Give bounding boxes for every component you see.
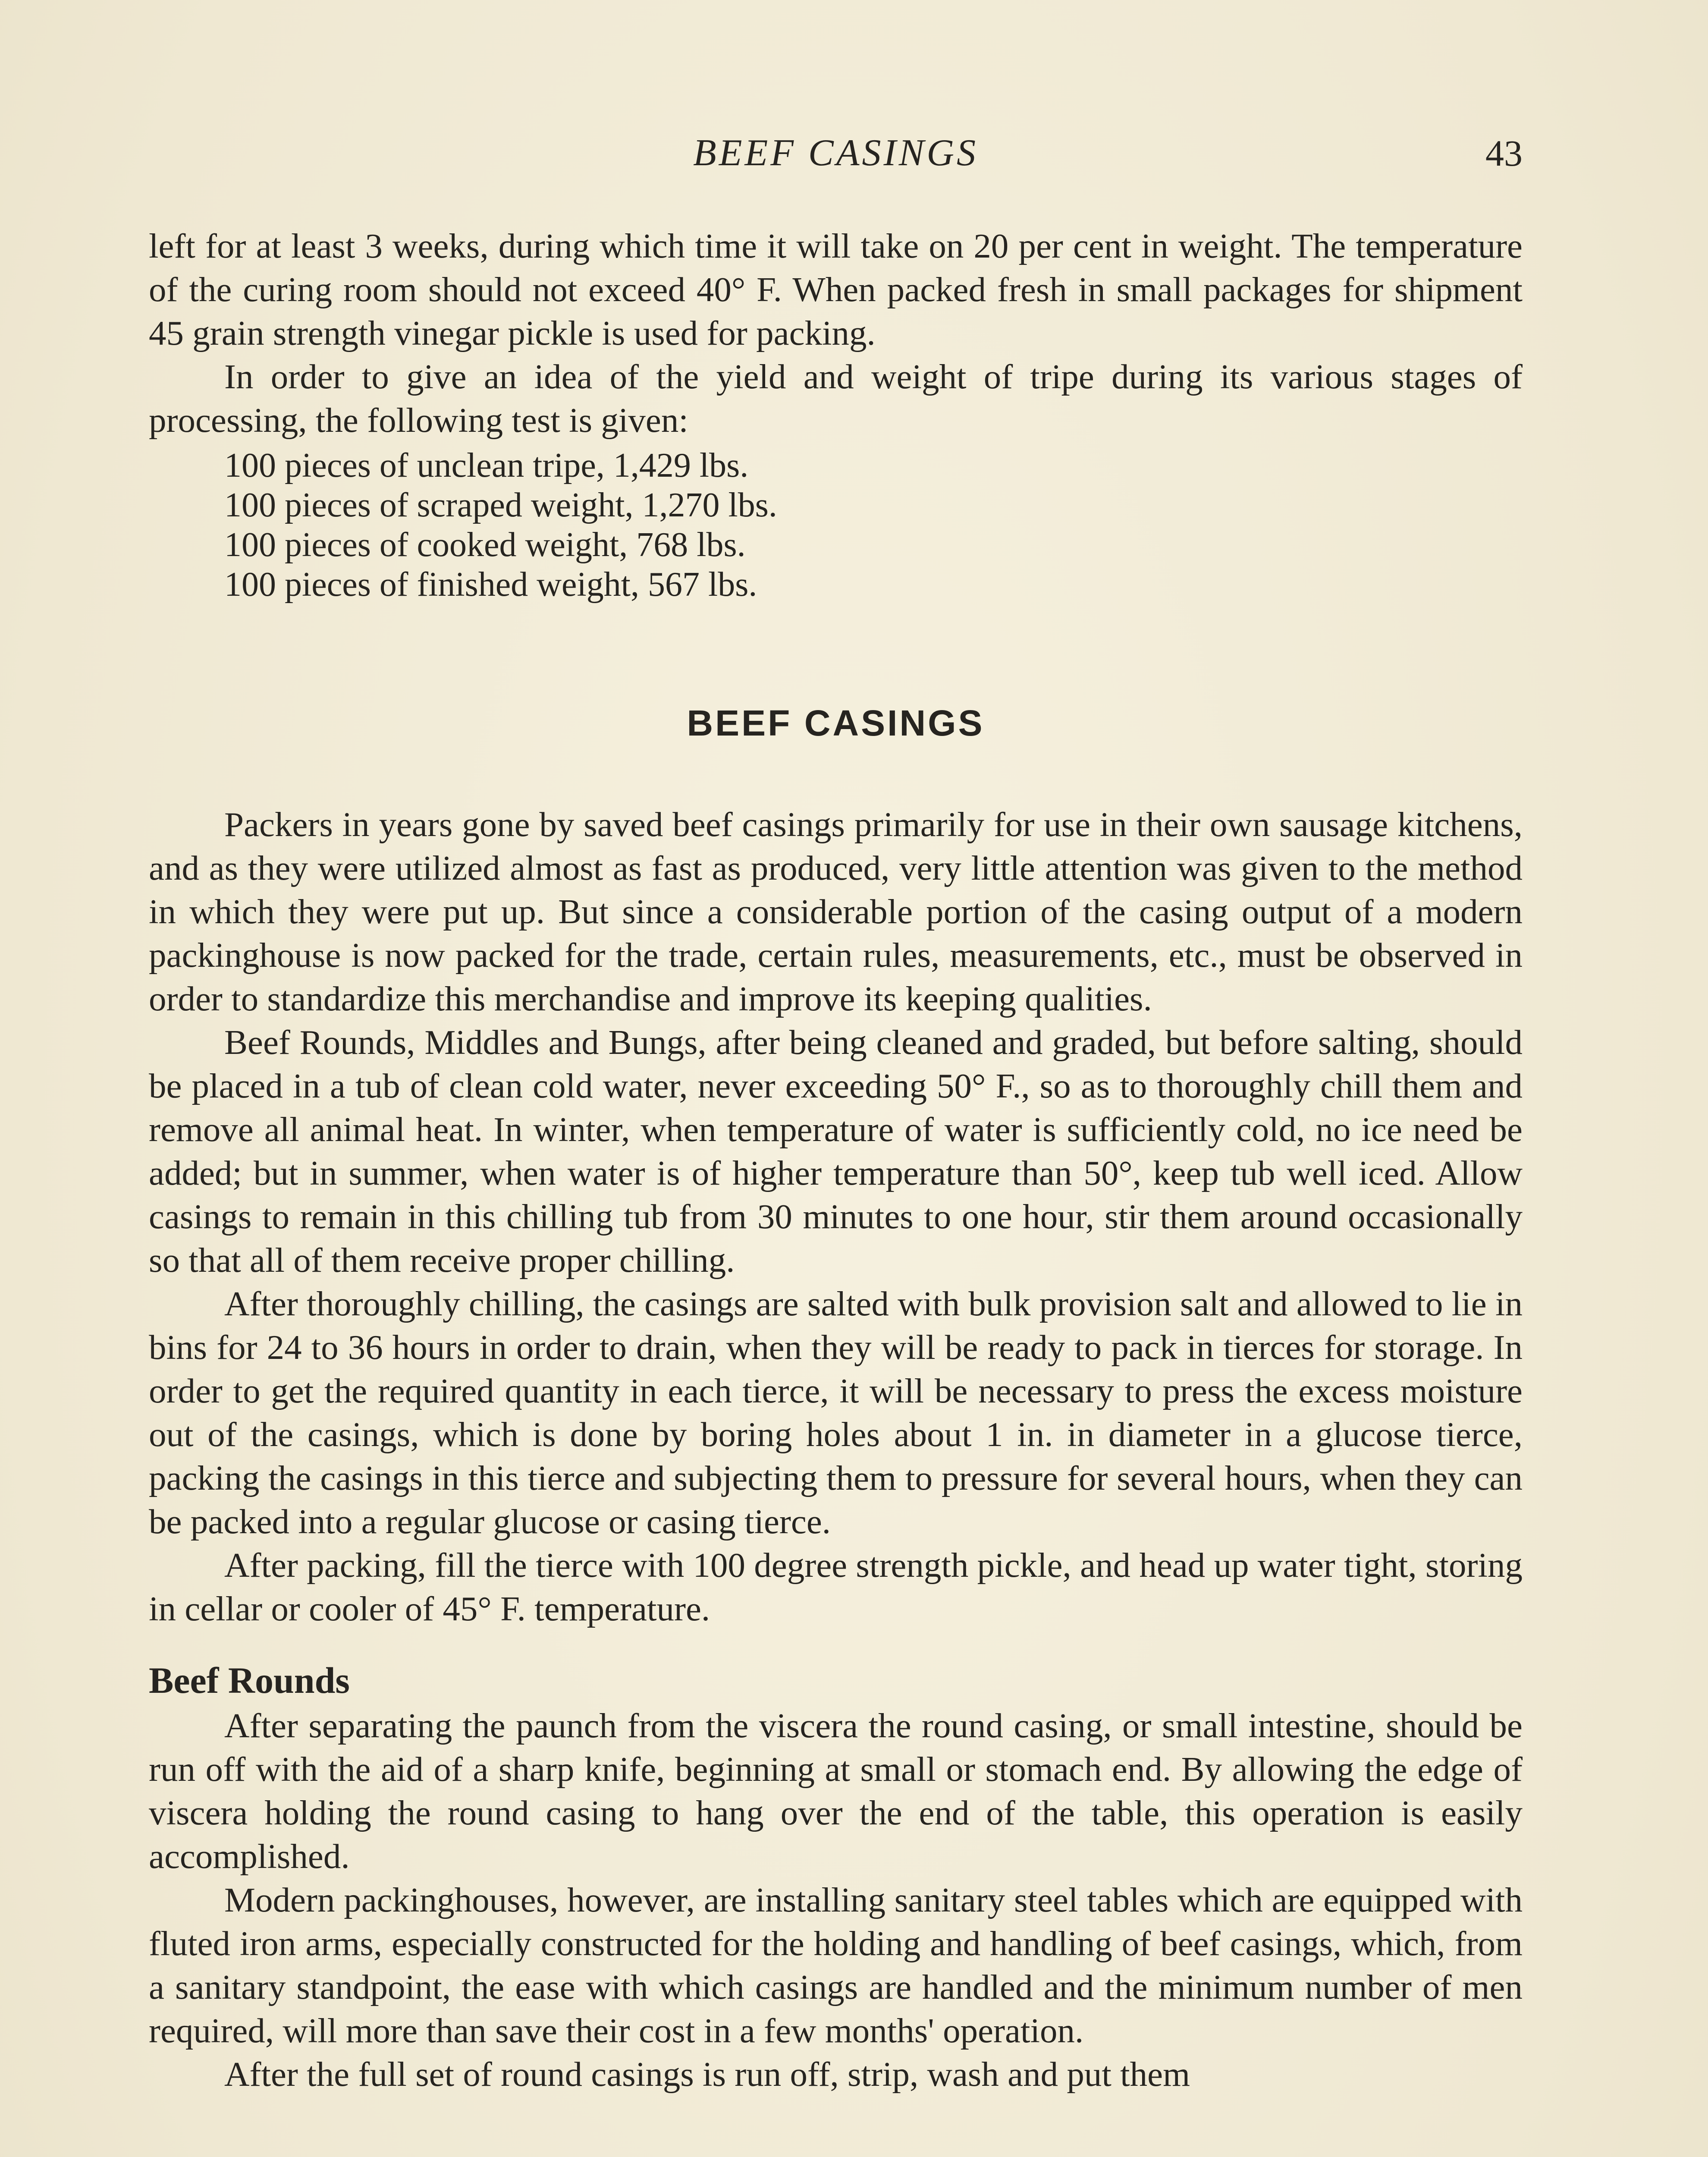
section-paragraph: After thoroughly chilling, the casings are salted with bulk provision salt and allowed to lie in bins for 24 to 36 hours in order to drain, when they will be ready to pack in tierces for storage. In order to get the required quantity in each tierce, it will be necessary to press the excess moisture out of the casings, which is done by boring holes about 1 in. in diameter in a glucose tierce, packing the casings in this tierce and subjecting them to pressure for several hours, when they can be packed into a regular glucose or casing tierce. [149,1284,1523,1541]
continued-paragraph: left for at least 3 weeks, during which time it will take on 20 per cent in weight. The temperature of the curing room should not exceed 40° F. When packed fresh in small packages for shipment 45 grain strength vinegar pickle is used for packing. [149,226,1523,352]
subsection-heading: Beef Rounds [149,1660,350,1701]
section-paragraph: Packers in years gone by saved beef casings primarily for use in their own sausage kitchens, and as they were utilized almost as fast as produced, very little attention was given to the method in which they were put up. But since a considerable portion of the casing output of a modern packinghouse is now packed for the trade, certain rules, measurements, etc., must be observed in order to standardize this merchandise and improve its keeping qualities. [149,805,1523,1018]
section-paragraph: Beef Rounds, Middles and Bungs, after being cleaned and graded, but before salting, should be placed in a tub of clean cold water, never exceeding 50° F., so as to thoroughly chill them and remove all animal heat. In winter, when temperature of water is sufficiently cold, no ice need be added; but in summer, when water is of higher temperature than 50°, keep tub well iced. Allow casings to remain in this chilling tub from 30 minutes to one hour, stir them around occasionally so that all of them receive proper chilling. [149,1023,1523,1280]
page-number: 43 [1485,132,1523,174]
tripe-test-list [224,446,1523,604]
tripe-test-line: 100 pieces of finished weight, 567 lbs. [224,566,757,604]
page-body [149,224,1523,2096]
running-title: BEEF CASINGS [693,132,978,174]
tripe-test-line: 100 pieces of cooked weight, 768 lbs. [224,526,746,564]
section-paragraph: After packing, fill the tierce with 100 degree strength pickle, and head up water tight, storing in cellar or cooler of 45° F. temperature. [149,1546,1523,1628]
tripe-test-intro: In order to give an idea of the yield and weight of tripe during its various stages of processing, the following test is given: [149,357,1523,440]
subsection-paragraph: After separating the paunch from the viscera the round casing, or small intestine, should be run off with the aid of a sharp knife, beginning at small or stomach end. By allowing the edge of viscera holding the round casing to hang over the end of the table, this operation is easily accomplished. [149,1706,1523,1876]
subsection-paragraph: After the full set of round casings is run off, strip, wash and put them [224,2055,1190,2094]
tripe-test-line: 100 pieces of scraped weight, 1,270 lbs. [224,486,777,524]
section-heading: BEEF CASINGS [687,703,985,743]
tripe-test-line: 100 pieces of unclean tripe, 1,429 lbs. [224,446,749,484]
running-head [149,129,1523,177]
subsection-paragraph: Modern packinghouses, however, are installing sanitary steel tables which are equipped with fluted iron arms, especially constructed for the holding and handling of beef casings, which, from a sanitary standpoint, the ease with which casings are handled and the minimum number of men required, will more than save their cost in a few months' operation. [149,1880,1523,2050]
